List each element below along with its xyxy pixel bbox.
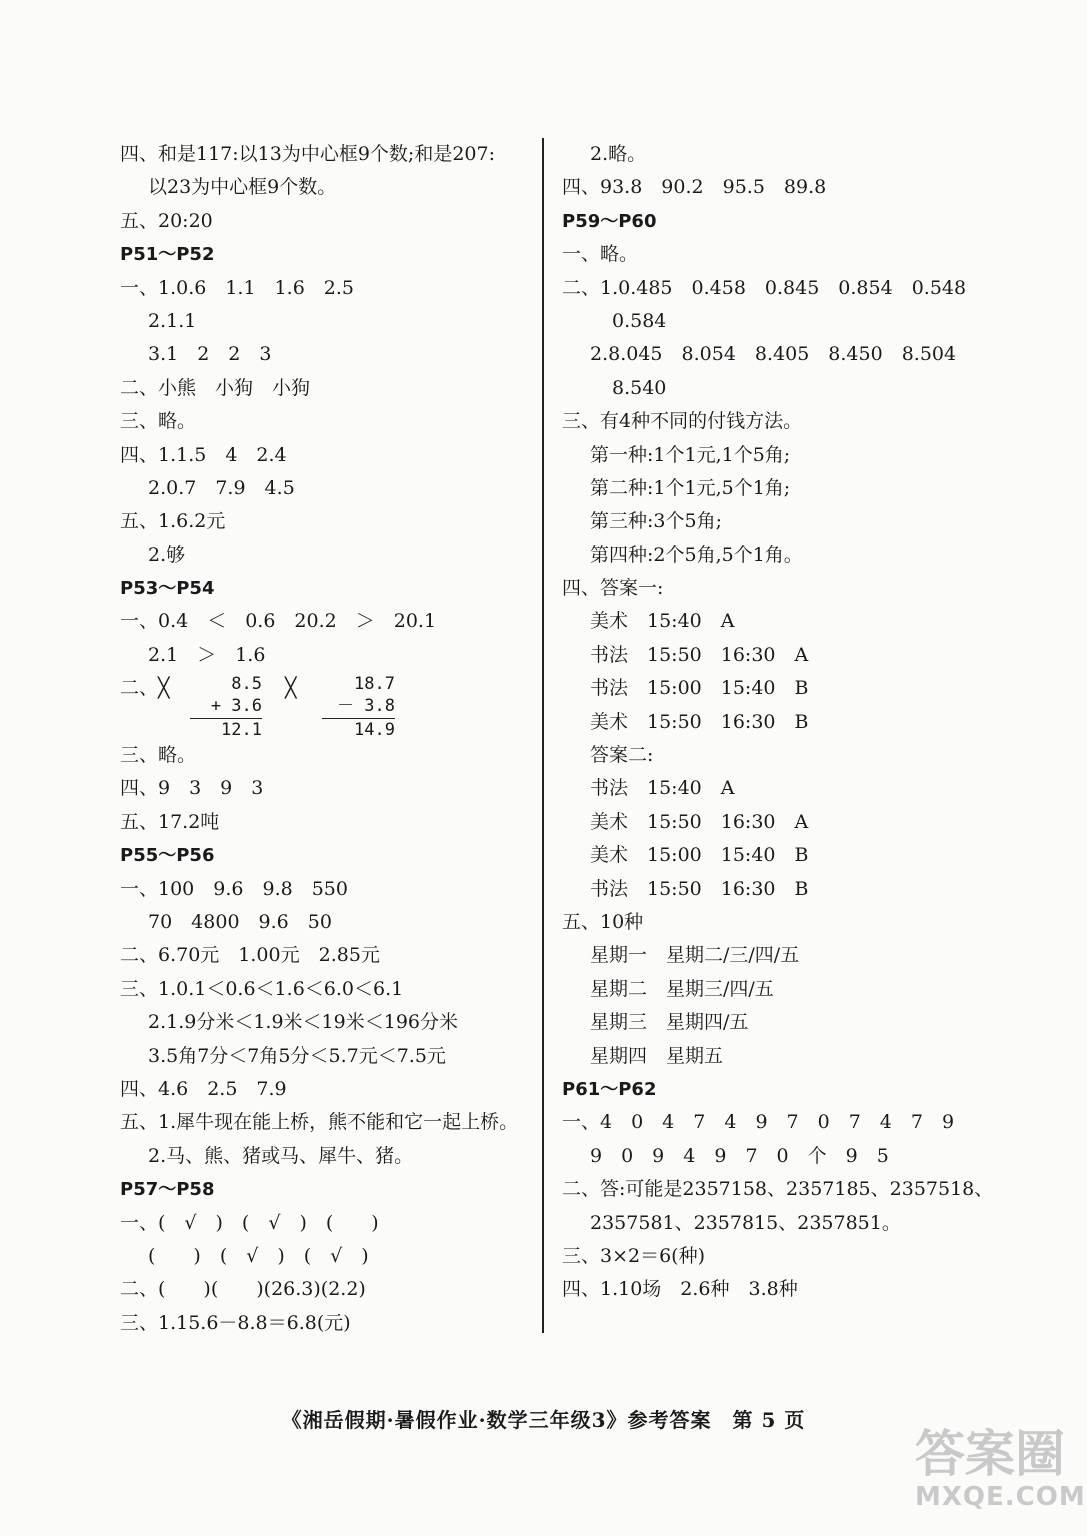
answer-line: 星期四 星期五 (590, 1044, 724, 1067)
answer-line: 2.1.1 (148, 309, 197, 332)
answer-line: 二、( )( )(26.3)(2.2) (120, 1278, 366, 1301)
calc-label: 二、╳ (120, 677, 170, 700)
answer-line: 四、93.8 90.2 95.5 89.8 (562, 176, 827, 199)
answer-line: 四、和是117:以13为中心框9个数;和是207: (120, 143, 496, 165)
calc-result: 14.9 (322, 718, 395, 741)
answer-line: 星期一 星期二/三/四/五 (590, 944, 800, 967)
answer-line: 第一种:1个1元,1个5角; (590, 443, 791, 466)
watermark-logo-text: 答案圈 (915, 1425, 1065, 1483)
answer-line: 美术 15:00 15:40 B (590, 844, 809, 867)
answer-line: 四、答案一: (562, 577, 664, 600)
answer-line: 美术 15:50 16:30 A (590, 810, 809, 833)
answer-line: 书法 15:00 15:40 B (590, 677, 809, 700)
column-calculation (322, 673, 395, 741)
watermark-url: MXQE.COM (915, 1482, 1086, 1512)
answer-line: 第三种:3个5角; (590, 510, 722, 533)
vertical-calculation (120, 672, 530, 739)
calc-operand: － 3.8 (337, 696, 395, 717)
answer-line: 2357581、2357815、2357851。 (590, 1211, 901, 1234)
calc-operand: 8.5 (231, 674, 262, 695)
section-header: P61～P62 (562, 1078, 657, 1100)
answer-line: 四、1.10场 2.6种 3.8种 (562, 1278, 798, 1301)
cross-mark: ╳ (285, 677, 297, 700)
answer-line: 一、略。 (562, 243, 639, 266)
answer-line: 四、9 3 9 3 (120, 777, 264, 800)
answer-line: 三、略。 (120, 744, 197, 767)
section-header: P59～P60 (562, 210, 657, 232)
page-footer: 《湘岳假期·暑假作业·数学三年级3》参考答案 第 5 页 (281, 1408, 806, 1432)
answer-line: 3.1 2 2 3 (148, 343, 272, 366)
answer-line: 一、4 0 4 7 4 9 7 0 7 4 7 9 (562, 1111, 955, 1134)
answer-line: 9 0 9 4 9 7 0 个 9 5 (590, 1144, 889, 1167)
answer-line: 8.540 (612, 376, 667, 399)
answer-line: 四、1.1.5 4 2.4 (120, 443, 287, 466)
answer-line: 书法 15:50 16:30 A (590, 643, 809, 666)
answer-line: 二、1.0.485 0.458 0.845 0.854 0.548 (562, 276, 967, 299)
answer-line: 2.马、熊、猪或马、犀牛、猪。 (148, 1144, 414, 1167)
watermark-logo (915, 1425, 1086, 1518)
column-divider (542, 138, 544, 1333)
answer-line: 答案二: (590, 744, 654, 767)
answer-line: 2.够 (148, 543, 186, 566)
section-header: P53～P54 (120, 578, 215, 600)
answer-line: 3.5角7分＜7角5分＜5.7元＜7.5元 (148, 1044, 446, 1067)
answer-line: 星期二 星期三/四/五 (590, 977, 774, 1000)
answer-line: 五、1.6.2元 (120, 510, 226, 533)
answer-line: 四、4.6 2.5 7.9 (120, 1077, 287, 1100)
answer-line: 五、10种 (562, 910, 644, 933)
answer-line: 三、有4种不同的付钱方法。 (562, 410, 803, 433)
section-header: P55～P56 (120, 845, 215, 867)
answer-line: 三、略。 (120, 410, 197, 433)
answer-line: 二、6.70元 1.00元 2.85元 (120, 944, 380, 967)
answer-line: 一、1.0.6 1.1 1.6 2.5 (120, 276, 354, 299)
calc-operand: 18.7 (354, 674, 395, 695)
answer-line: 一、0.4 ＜ 0.6 20.2 ＞ 20.1 (120, 610, 437, 633)
answer-line: 2.1.9分米＜1.9米＜19米＜196分米 (148, 1011, 459, 1034)
answer-line: 星期三 星期四/五 (590, 1011, 749, 1034)
answer-line: 2.略。 (590, 143, 647, 165)
answer-line: 0.584 (612, 309, 667, 332)
answer-line: 第四种:2个5角,5个1角。 (590, 543, 803, 566)
answer-line: 五、1.犀牛现在能上桥，熊不能和它一起上桥。 (120, 1111, 519, 1134)
answer-line: 一、( √ ) ( √ ) ( ) (120, 1211, 379, 1234)
answer-line: ( ) ( √ ) ( √ ) (148, 1244, 369, 1267)
answer-line: 三、1.0.1＜0.6＜1.6＜6.0＜6.1 (120, 977, 404, 1000)
answer-line: 二、答:可能是2357158、2357185、2357518、 (562, 1178, 994, 1201)
answer-line: 书法 15:50 16:30 B (590, 877, 809, 900)
answer-line: 一、100 9.6 9.8 550 (120, 877, 348, 900)
section-header: P51～P52 (120, 244, 215, 266)
left-answer-column (120, 138, 530, 1340)
answer-line: 二、小熊 小狗 小狗 (120, 376, 311, 399)
answer-line: 2.0.7 7.9 4.5 (148, 476, 295, 499)
answer-line: 第二种:1个1元,5个1角; (590, 476, 791, 499)
answer-line: 2.8.045 8.054 8.405 8.450 8.504 (590, 343, 957, 366)
answer-line: 三、3×2＝6(种) (562, 1244, 706, 1267)
column-calculation (190, 673, 262, 741)
answer-line: 五、20:20 (120, 209, 213, 232)
answer-line: 美术 15:40 A (590, 610, 735, 633)
answer-line: 70 4800 9.6 50 (148, 911, 332, 933)
answer-line: 以23为中心框9个数。 (148, 176, 337, 199)
calc-operand: + 3.6 (210, 696, 262, 717)
answer-line: 2.1 ＞ 1.6 (148, 643, 266, 666)
answer-line: 书法 15:40 A (590, 777, 735, 800)
right-answer-column (562, 138, 1002, 1307)
answer-line: 美术 15:50 16:30 B (590, 710, 809, 733)
answer-line: 三、1.15.6－8.8＝6.8(元) (120, 1311, 351, 1334)
section-header: P57～P58 (120, 1179, 215, 1201)
answer-line: 五、17.2吨 (120, 810, 220, 833)
calc-result: 12.1 (190, 718, 262, 741)
